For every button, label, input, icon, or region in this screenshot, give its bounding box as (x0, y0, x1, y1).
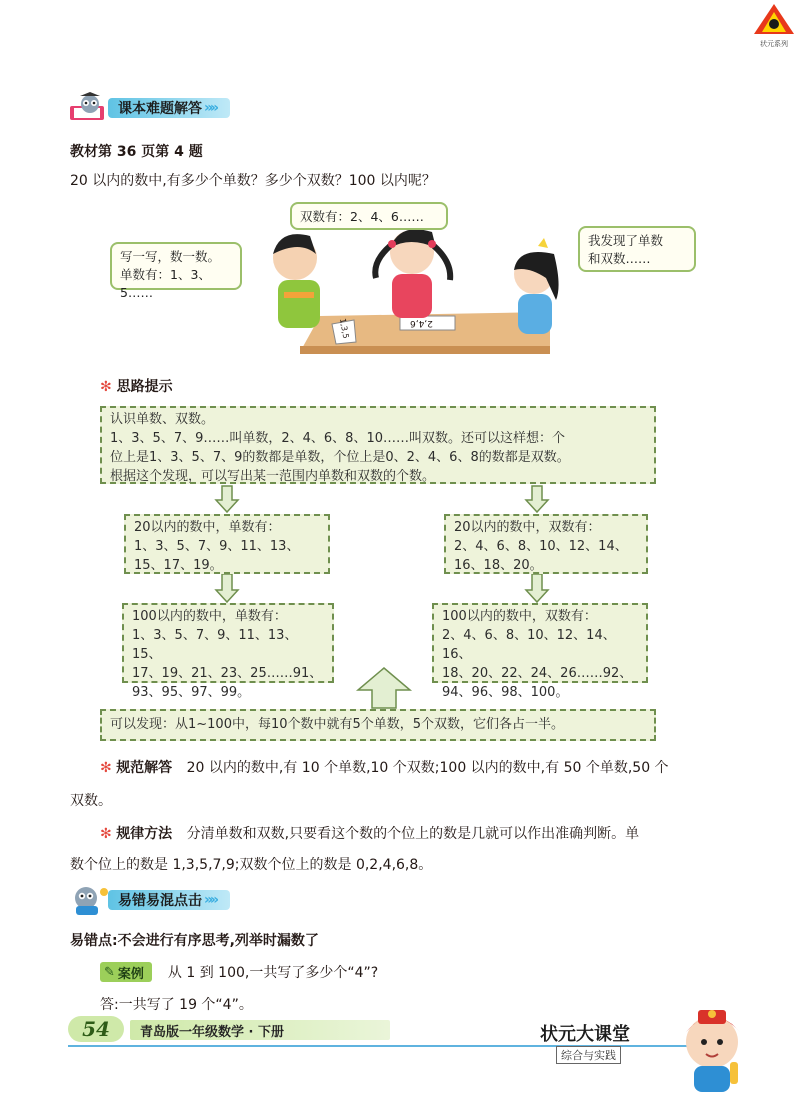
even-20-line: 2、4、6、8、10、12、14、 (454, 539, 628, 554)
method-label: 规律方法 (116, 826, 173, 842)
section-title: 课本难题解答 (108, 98, 230, 118)
arrow-down-icon (526, 486, 548, 512)
rule-method (100, 823, 740, 845)
case-label: 案例 (117, 966, 144, 982)
arrow-down-icon (216, 486, 238, 512)
answer-line1: 20 以内的数中,有 10 个单数,10 个双数;100 以内的数中,有 50 个单数,50 个 (186, 760, 669, 776)
bubble-left-line2: 单数有：1、3、5…… (120, 267, 211, 300)
series-subtitle: 综合与实践 (556, 1046, 621, 1064)
conclusion-box (100, 709, 656, 741)
case-question: 从 1 到 100,一共写了多少个“4”? (167, 965, 379, 981)
arrow-down-icon (216, 574, 238, 602)
standard-answer (100, 757, 740, 779)
flower-bullet-icon: ✻ (100, 826, 112, 842)
case-badge (100, 962, 152, 982)
method-line1: 分清单数和双数,只要看这个数的个位上的数是几就可以作出准确判断。单 (186, 826, 640, 842)
method-line2: 数个位上的数是 1,3,5,7,9;双数个位上的数是 0,2,4,6,8。 (70, 857, 433, 873)
hint-top-line: 1、3、5、7、9……叫单数，2、4、6、8、10……叫双数。还可以这样想：个 (110, 431, 565, 446)
mascot-icon (672, 1004, 756, 1096)
paper-right-text: 2,4,6 (410, 318, 433, 328)
hint-top-line: 认识单数、双数。 (110, 412, 215, 427)
even-20-line: 20以内的数中，双数有： (454, 520, 601, 535)
reading-owl-icon (66, 92, 114, 124)
page-number: 54 (82, 1017, 110, 1041)
pencil-icon: ✎ (104, 964, 115, 980)
even-100-line: 94、96、98、100。 (442, 685, 569, 700)
arrow-down-icon (526, 574, 548, 602)
odd-100-line: 93、95、97、99。 (132, 685, 251, 700)
hint-top-line: 根据这个发现，可以写出某一范围内单数和双数的个数。 (110, 469, 436, 484)
book-title: 青岛版一年级数学 · 下册 (140, 1024, 284, 1040)
even-20-line: 16、18、20。 (454, 558, 543, 573)
problem-reference: 教材第 36 页第 4 题 (70, 144, 203, 160)
odd-20-line: 1、3、5、7、9、11、13、 (134, 539, 300, 554)
bubble-left-line1: 写一写，数一数。 (120, 249, 221, 264)
hint-title: 思路提示 (116, 379, 173, 395)
chevron-right-icon: »» (204, 892, 217, 908)
hint-top-line: 位上是1、3、5、7、9的数都是单数，个位上是0、2、4、6、8的数都是双数。 (110, 450, 570, 465)
odd-100-line: 100以内的数中，单数有： (132, 609, 287, 624)
odd-100-line: 17、19、21、23、25……91、 (132, 666, 323, 681)
even-100-box (432, 603, 648, 700)
chevron-right-icon: »» (204, 100, 217, 116)
case-row (100, 960, 378, 984)
flower-bullet-icon: ✻ (100, 760, 112, 776)
odd-20-line: 20以内的数中，单数有： (134, 520, 281, 535)
even-100-line: 2、4、6、8、10、12、14、16、 (442, 628, 616, 662)
flower-bullet-icon: ✻ (100, 379, 112, 395)
odd-100-line: 1、3、5、7、9、11、13、15、 (132, 628, 298, 662)
arrow-up-icon (358, 668, 410, 708)
even-100-line: 100以内的数中，双数有： (442, 609, 597, 624)
mistake-point: 易错点:不会进行有序思考,列举时漏数了 (70, 933, 319, 949)
paper-left-text: 1,3,5 (337, 317, 351, 340)
odd-20-box (124, 514, 330, 574)
bubble-right-line1: 我发现了单数 (588, 233, 664, 248)
odd-20-line: 15、17、19。 (134, 558, 223, 573)
logo-text: 状元系列 (760, 40, 788, 48)
section-title: 易错易混点击 (108, 890, 230, 910)
even-20-box (444, 514, 648, 574)
conclusion-text: 可以发现：从1~100中，每10个数中就有5个单数，5个双数，它们各占一半。 (110, 717, 565, 732)
even-100-line: 18、20、22、24、26……92、 (442, 666, 633, 681)
page-number-badge (68, 1016, 124, 1042)
answer-label: 规范解答 (116, 760, 173, 776)
case-answer: 答:一共写了 19 个“4”。 (100, 997, 253, 1013)
bubble-right-line2: 和双数…… (588, 251, 651, 266)
bubble-middle-text: 双数有：2、4、6…… (300, 209, 424, 224)
section-header-common-mistakes (66, 886, 216, 914)
series-title: 状元大课堂 (540, 1024, 630, 1045)
thinking-owl-icon (66, 884, 114, 916)
answer-line2: 双数。 (70, 793, 112, 809)
book-title-band (130, 1020, 390, 1040)
odd-100-box (122, 603, 334, 700)
problem-question: 20 以内的数中,有多少个单数？多少个双数？100 以内呢？ (70, 173, 436, 189)
